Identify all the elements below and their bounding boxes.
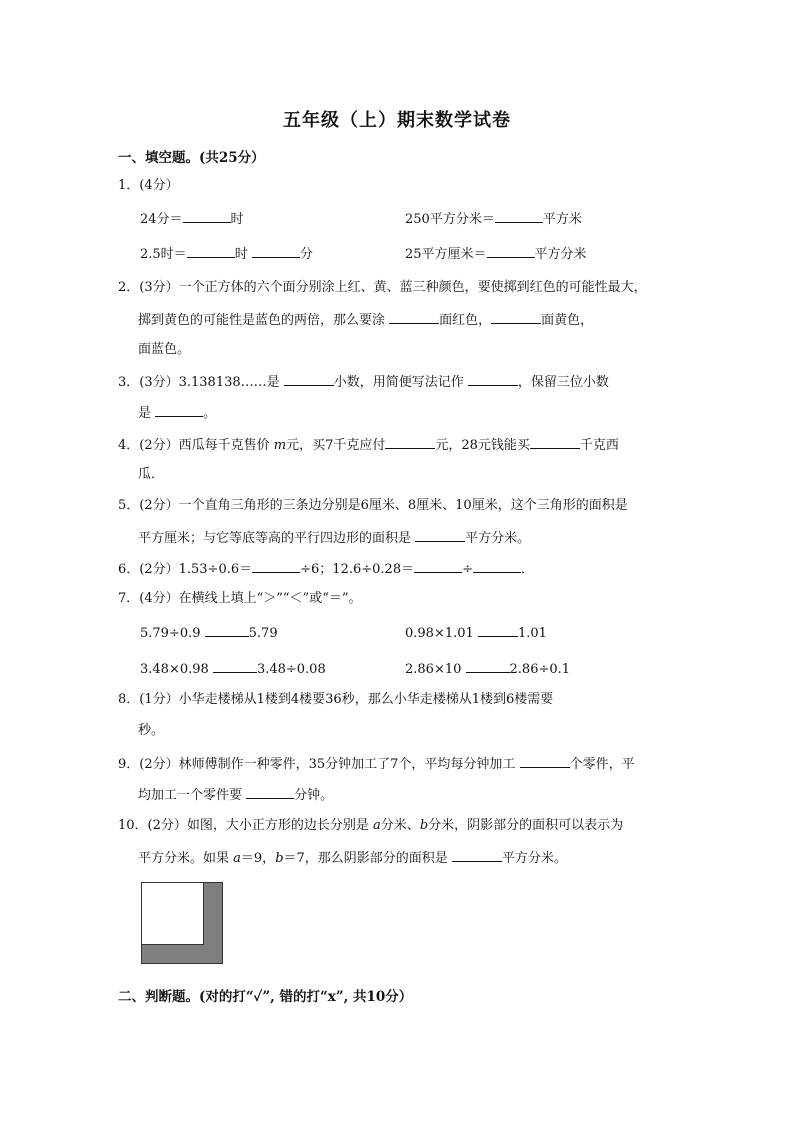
question-2-line-2: 掷到黄色的可能性是蓝色的两倍，那么要涂 面红色， 面黄色， [138,309,698,331]
answer-blank[interactable] [246,784,294,799]
answer-blank[interactable] [491,309,541,324]
answer-blank[interactable] [530,434,580,449]
answer-blank[interactable] [389,309,439,324]
q1-item-4: 25平方厘米＝ 平方分米 [405,243,587,265]
answer-blank[interactable] [478,622,518,637]
question-3-line-2: 是 。 [138,402,698,424]
answer-blank[interactable] [415,527,465,542]
section-heading-true-false: 二、判断题。(对的打“✓”, 错的打“x”, 共10分） [118,989,413,1005]
question-4-line-2: 瓜． [138,467,165,482]
answer-blank[interactable] [466,658,510,673]
answer-blank[interactable] [520,753,570,768]
q7-item-3: 3.48×0.98 3.48÷0.08 [140,658,326,680]
page-title: 五年级（上）期末数学试卷 [283,110,511,131]
question-4-line-1: 4．(2分）西瓜每千克售价 m元，买7千克应付 元，28元钱能买 千克西 [118,434,678,456]
answer-blank[interactable] [495,208,543,223]
question-3-line-1: 3．(3分）3.138138……是 小数，用简便写法记作 ，保留三位小数 [118,371,678,393]
q7-item-4: 2.86×10 2.86÷0.1 [405,658,570,680]
answer-blank[interactable] [205,622,249,637]
question-2-line-1: 2．(3分）一个正方体的六个面分别涂上红、黄、蓝三种颜色，要使掷到红色的可能性最大， [118,280,647,295]
q1-item-1: 24分＝ 时 [140,208,244,230]
answer-blank[interactable] [187,243,235,258]
answer-blank[interactable] [183,208,231,223]
question-6: 6．(2分）1.53÷0.6＝ ÷6；12.6÷0.28＝ ÷ ． [118,558,678,580]
question-2-line-3: 面蓝色。 [138,342,191,357]
question-9-line-2: 均加工一个零件要 分钟。 [138,784,698,806]
answer-blank[interactable] [487,243,535,258]
question-5-line-1: 5．(2分）一个直角三角形的三条边分别是6厘米、8厘米、10厘米，这个三角形的面积是 [118,498,628,513]
answer-blank[interactable] [468,371,518,386]
q1-item-3: 2.5时＝ 时 分 [140,243,313,265]
q7-item-2: 0.98×1.01 1.01 [405,622,547,644]
question-7-head: 7．(4分）在横线上填上“＞”“＜”或“＝”。 [118,591,362,606]
question-8-line-2: 秒。 [138,723,165,738]
squares-figure [141,882,223,964]
answer-blank[interactable] [155,402,203,417]
q7-item-1: 5.79÷0.9 5.79 [140,622,278,644]
small-square [142,883,204,945]
answer-blank[interactable] [385,434,435,449]
answer-blank[interactable] [414,558,462,573]
question-9-line-1: 9．(2分）林师傅制作一种零件，35分钟加工了7个，平均每分钟加工 个零件，平 [118,753,678,775]
question-10-line-2: 平方分米。如果 a＝9，b＝7，那么阴影部分的面积是 平方分米。 [138,847,698,869]
answer-blank[interactable] [252,558,300,573]
answer-blank[interactable] [213,658,257,673]
section-heading-fill-blank: 一、填空题。(共25分） [118,150,265,166]
answer-blank[interactable] [473,558,521,573]
answer-blank[interactable] [252,243,300,258]
question-8-line-1: 8．(1分）小华走楼梯从1楼到4楼要36秒，那么小华走楼梯从1楼到6楼需要 [118,692,554,707]
question-5-line-2: 平方厘米；与它等底等高的平行四边形的面积是 平方分米。 [138,527,698,549]
q1-item-2: 250平方分米＝ 平方米 [405,208,582,230]
question-1-head: 1．(4分） [118,178,179,193]
question-10-line-1: 10．(2分）如图，大小正方形的边长分别是 a分米、b分米，阴影部分的面积可以表示为 [118,818,624,833]
answer-blank[interactable] [452,847,502,862]
answer-blank[interactable] [284,371,334,386]
